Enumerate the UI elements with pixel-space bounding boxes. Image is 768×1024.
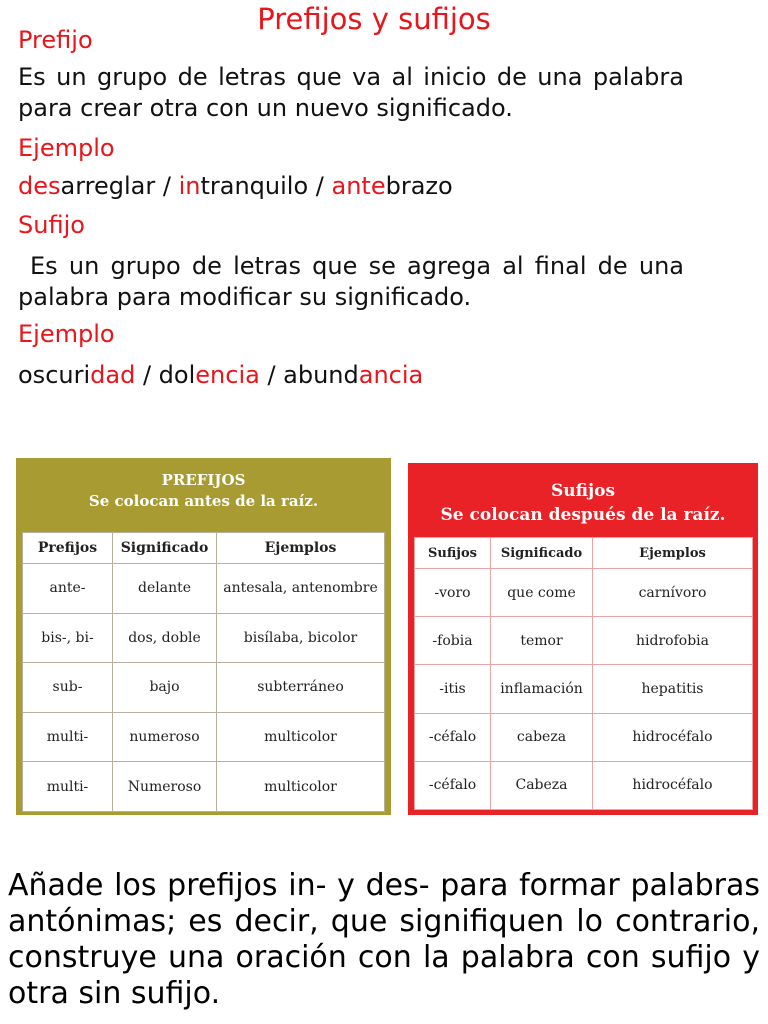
table-cell: -fobia: [415, 617, 491, 665]
sufijo-examples: [18, 361, 423, 389]
table-header-row: [415, 538, 753, 569]
example-root: arreglar: [60, 172, 156, 200]
table-cell: bajo: [113, 663, 217, 713]
table-cell: -céfalo: [415, 713, 491, 761]
table-cell: bis-, bi-: [23, 613, 113, 663]
example-affix: in: [178, 172, 201, 200]
table-cell: -itis: [415, 665, 491, 713]
sufijos-table-subtitle: Se colocan después de la raíz.: [440, 505, 726, 525]
sufijos-table: [408, 463, 758, 815]
table-cell: antesala, antenombre: [217, 564, 385, 614]
table-cell: sub-: [23, 663, 113, 713]
prefijos-grid: [22, 532, 385, 812]
prefijos-table: [16, 458, 391, 815]
table-row: [415, 713, 753, 761]
column-header: Prefijos: [23, 533, 113, 564]
table-cell: Cabeza: [491, 761, 593, 809]
sufijo-example-heading: Ejemplo: [18, 320, 115, 348]
table-cell: inflamación: [491, 665, 593, 713]
table-header-row: [23, 533, 385, 564]
page-title: Prefijos y sufijos: [257, 2, 491, 36]
table-cell: delante: [113, 564, 217, 614]
table-row: [23, 613, 385, 663]
table-cell: temor: [491, 617, 593, 665]
column-header: Ejemplos: [593, 538, 753, 569]
prefijos-table-body: [22, 532, 385, 812]
column-header: Significado: [491, 538, 593, 569]
sufijo-heading: Sufijo: [18, 211, 85, 239]
example-affix: ancia: [358, 361, 424, 389]
example-affix: dad: [90, 361, 136, 389]
table-cell: hidrocéfalo: [593, 761, 753, 809]
example-affix: ante: [331, 172, 386, 200]
table-cell: multicolor: [217, 712, 385, 762]
table-row: [23, 564, 385, 614]
sufijos-table-title: Sufijos: [550, 481, 616, 501]
table-cell: hidrocéfalo: [593, 713, 753, 761]
table-cell: que come: [491, 569, 593, 617]
prefijo-definition: Es un grupo de letras que va al inicio de una palabra para crear otra con un nuevo significado.: [18, 63, 684, 122]
table-cell: cabeza: [491, 713, 593, 761]
prefijo-heading: Prefijo: [18, 26, 93, 54]
example-separator: /: [155, 172, 179, 200]
example-root: abund: [283, 361, 359, 389]
table-cell: subterráneo: [217, 663, 385, 713]
table-row: [23, 762, 385, 812]
prefijos-table-title: PREFIJOS: [161, 471, 246, 489]
sufijos-table-header: [408, 479, 758, 527]
example-separator: /: [308, 172, 332, 200]
exercise-instructions: Añade los prefijos in- y des- para formar palabras antónimas; es decir, que signifiquen lo contrario, construye una oración con la palabra con sufijo y otra sin sufijo.: [8, 868, 760, 1011]
example-root: tranquilo: [200, 172, 309, 200]
table-row: [415, 569, 753, 617]
example-affix: des: [18, 172, 61, 200]
table-cell: multi-: [23, 712, 113, 762]
table-row: [23, 663, 385, 713]
table-cell: Numeroso: [113, 762, 217, 812]
example-separator: /: [259, 361, 284, 389]
example-root: oscuri: [18, 361, 91, 389]
column-header: Significado: [113, 533, 217, 564]
table-cell: hepatitis: [593, 665, 753, 713]
example-root: brazo: [385, 172, 453, 200]
table-cell: hidrofobia: [593, 617, 753, 665]
table-row: [415, 617, 753, 665]
table-row: [23, 712, 385, 762]
example-separator: /: [135, 361, 159, 389]
sufijos-grid: [414, 537, 753, 810]
column-header: Sufijos: [415, 538, 491, 569]
table-cell: dos, doble: [113, 613, 217, 663]
example-root: dol: [158, 361, 196, 389]
table-cell: multi-: [23, 762, 113, 812]
table-cell: -céfalo: [415, 761, 491, 809]
prefijos-table-header: [16, 470, 391, 512]
sufijos-table-body: [414, 537, 753, 810]
table-cell: ante-: [23, 564, 113, 614]
table-cell: -voro: [415, 569, 491, 617]
sufijo-definition: Es un grupo de letras que se agrega al final de una palabra para modificar su significado.: [18, 252, 684, 311]
table-cell: multicolor: [217, 762, 385, 812]
table-row: [415, 665, 753, 713]
table-row: [415, 761, 753, 809]
table-cell: bisílaba, bicolor: [217, 613, 385, 663]
column-header: Ejemplos: [217, 533, 385, 564]
example-affix: encia: [195, 361, 260, 389]
prefijo-examples: [18, 172, 453, 200]
prefijo-example-heading: Ejemplo: [18, 134, 115, 162]
table-cell: carnívoro: [593, 569, 753, 617]
table-cell: numeroso: [113, 712, 217, 762]
prefijos-table-subtitle: Se colocan antes de la raíz.: [88, 492, 319, 510]
